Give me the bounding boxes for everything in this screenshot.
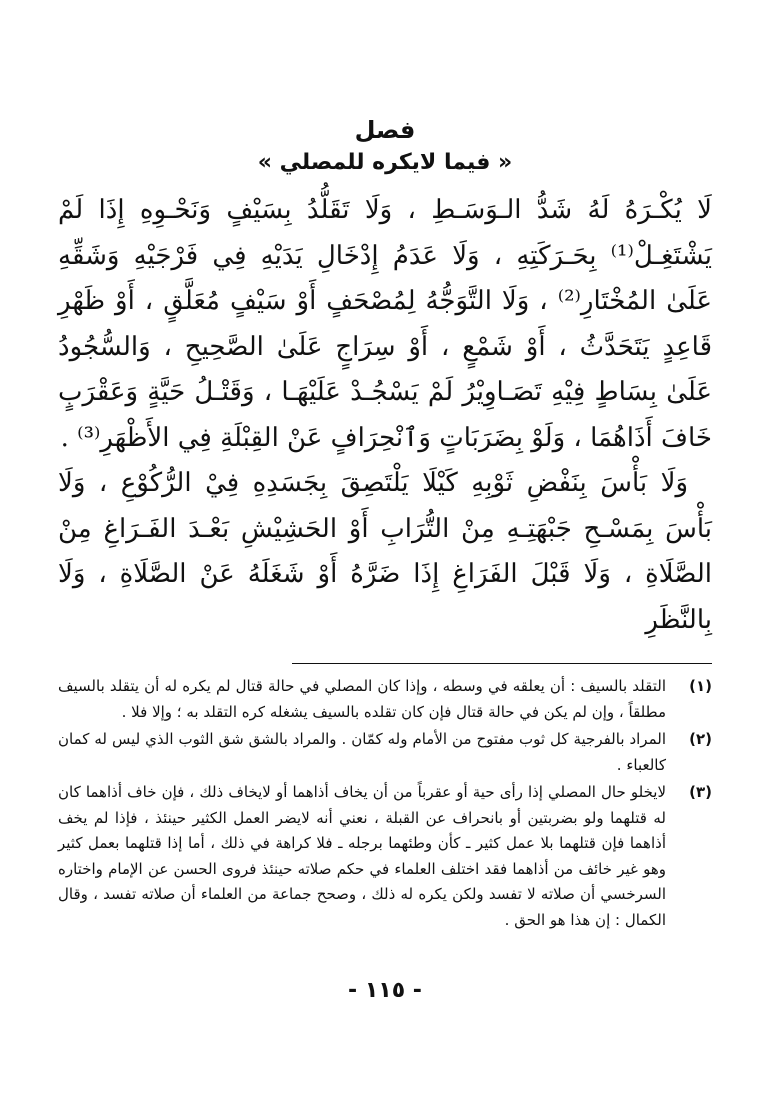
footnote xyxy=(58,727,712,778)
footnote-divider xyxy=(292,663,712,664)
footnote-number: (١) xyxy=(689,677,712,695)
page-number: - ١١٥ - xyxy=(348,978,422,1003)
footnote-text: لايخلو حال المصلي إذا رأى حية أو عقرباً من أن يخاف أذاهما أو لايخاف ذلك ، فإن خاف أذاهما كان له قتلهما ولو بضربتين أو بانحراف عن القبلة ، نعني أنه لايضر العمل الكثير حينئذ ، فإذا لم يخف أذاهما فإن قتلهما بلا عمل كثير ـ كأن وطئهما برجله ـ فلا كراهة في ذلك ، أما إذا قتلهما بعمل كثير وهو غير خائف من أذاهما فقد اختلف العلماء في حكم صلاته حينئذ فروى الحسن عن الإمام واختاره السرخسي أن صلاته لا تفسد ولكن يكره له ذلك ، وصحح جماعة من العلماء أن صلاته تفسد ، وقال الكمال : إن هذا هو الحق . xyxy=(58,783,666,929)
footnote xyxy=(58,674,712,725)
footnote-number: (٢) xyxy=(689,730,712,748)
footnote xyxy=(58,780,712,933)
footnote-text: المراد بالفرجية كل ثوب مفتوح من الأمام وله كمّان . والمراد بالشق شق الثوب الذي ليس له كمان كالعباء . xyxy=(58,730,666,774)
main-text xyxy=(58,188,712,643)
section-subtitle: « فيما لايكره للمصلي » xyxy=(257,150,513,175)
paragraph: وَلَا بَأْسَ بِنَفْضِ ثَوْبِهِ كَيْلَا يَلْتَصِقَ بِجَسَدِهِ فِيْ الرُّكُوْعِ ، وَلَا بَأْسَ بِمَسْـحِ جَبْهَتِـهِ مِنْ التُّرَابِ أَوْ الحَشِيْشِ بَعْـدَ الفَـرَاغِ مِنْ الصَّلَاةِ ، وَلَا قَبْلَ الفَرَاغِ إِذَا ضَرَّهُ أَوْ شَغَلَهُ عَنْ الصَّلَاةِ ، وَلَا بِالنَّظَرِ xyxy=(58,468,712,635)
footnote-text: التقلد بالسيف : أن يعلقه في وسطه ، وإذا كان المصلي في حالة قتال لم يكره له أن يتقلد بالسيف مطلقاً ، وإن لم يكن في حالة قتال فإن كان تقلده بالسيف يشغله كره التقلد به ؛ وإلا فلا . xyxy=(58,677,666,721)
paragraph: لَا يُكْـرَهُ لَهُ شَدُّ الـوَسَـطِ ، وَلَا تَقَلُّدُ بِسَيْفٍ وَنَحْـوِهِ إِذَا لَمْ يَشْتَغِـلْ⁽¹⁾ بِحَـرَكَتِهِ ، وَلَا عَدَمُ إِدْخَالِ يَدَيْهِ فِي فَرْجَيْهِ وَشَقِّهِ عَلَىٰ المُخْتَارِ⁽²⁾ ، وَلَا التَّوَجُّهُ لِمُصْحَفٍ أَوْ سَيْفٍ مُعَلَّقٍ ، أَوْ ظَهْرِ قَاعِدٍ يَتَحَدَّثُ ، أَوْ شَمْعٍ ، أَوْ سِرَاجٍ عَلَىٰ الصَّحِيحِ ، وَالسُّجُودُ عَلَىٰ بِسَاطٍ فِيْهِ تَصَـاوِيْرُ لَمْ يَسْجُـدْ عَلَيْهَـا ، وَقَتْـلُ حَيَّةٍ وَعَقْرَبٍ خَافَ أَذَاهُمَا ، وَلَوْ بِضَرَبَاتٍ وَٱنْحِرَافٍ عَنْ القِبْلَةِ فِي الأَظْهَرِ⁽³⁾ . xyxy=(58,195,712,453)
footnote-number: (٣) xyxy=(689,783,712,801)
section-title: فصل xyxy=(354,116,416,144)
footnotes xyxy=(58,674,712,933)
